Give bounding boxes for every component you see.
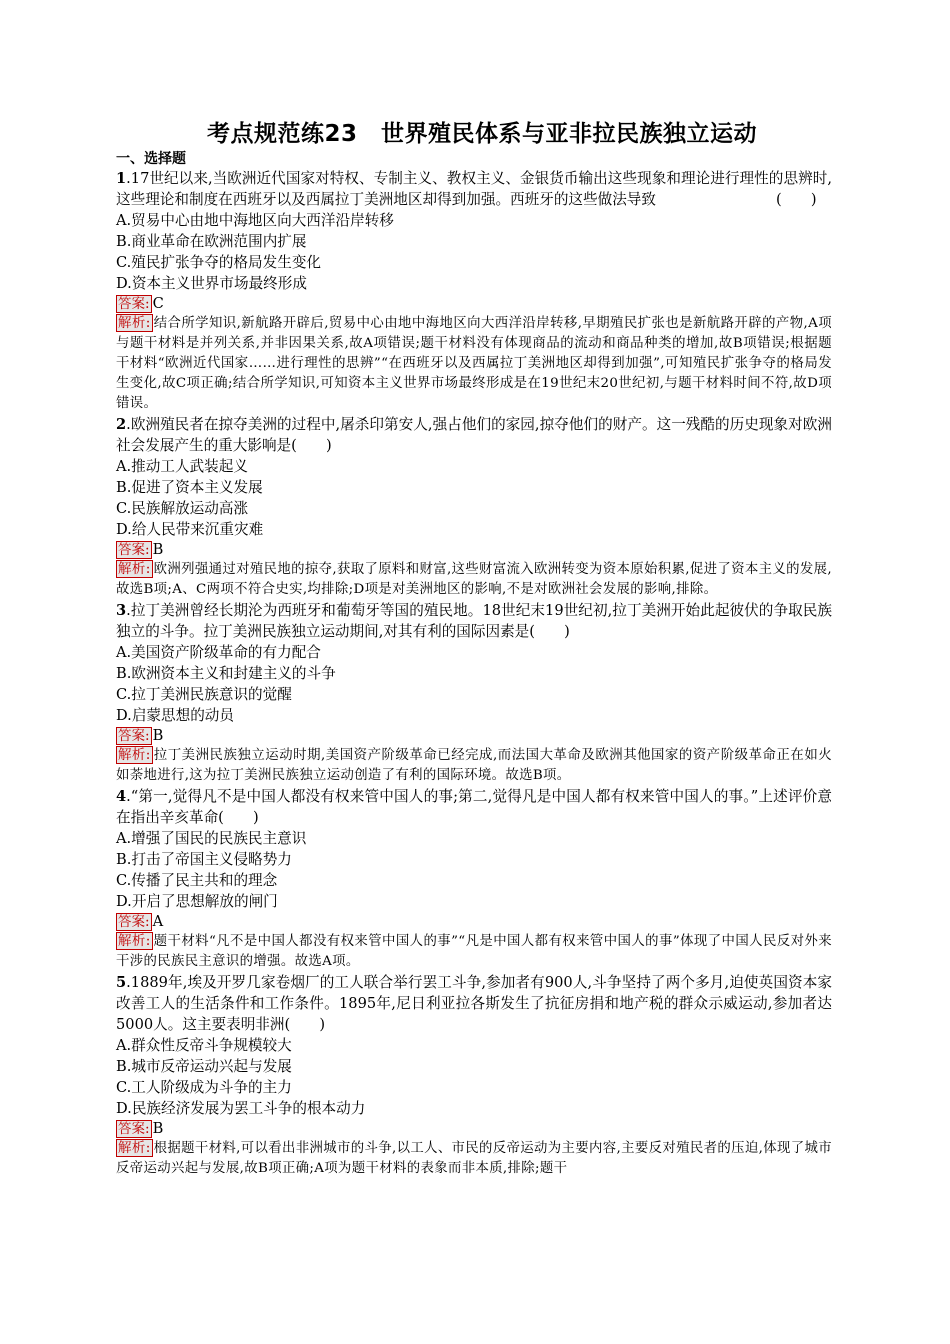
question-text: .拉丁美洲曾经长期沦为西班牙和葡萄牙等国的殖民地。18世纪末19世纪初,拉丁美洲开始此起彼伏的争取民族独立的斗争。拉丁美洲民族独立运动期间,对其有利的国际因素是 (116, 602, 833, 640)
answer-line (116, 540, 832, 560)
option-a: A.增强了国民的民族民主意识 (116, 830, 307, 847)
answer-blank: ( ) (775, 191, 817, 208)
answer-tag: 答案: (118, 914, 150, 930)
explanation (116, 746, 832, 786)
question-stem (116, 414, 832, 456)
question-block (116, 168, 832, 414)
explanation-text: 结合所学知识,新航路开辟后,贸易中心由地中海地区向大西洋沿岸转移,早期殖民扩张也是新航路开辟的产物,A项与题干材料是并列关系,并非因果关系,故A项错误;题干材料没有体现商品的流动和商品种类的增加,故B项错误;根据题干材料“欧洲近代国家……进行理性的思辨”“在西班牙以及西属拉丁美洲地区却得到加强”,可知殖民扩张争夺的格局发生变化,故C项正确;结合所学知识,可知资本主义世界市场最终形成是在19世纪末20世纪初,与题干材料时间不符,故D项错误。 (116, 316, 832, 411)
answer-line (116, 912, 832, 932)
answer-value: B (152, 727, 164, 744)
answer-tag: 答案: (118, 542, 150, 558)
answer-tag: 答案: (118, 1121, 150, 1137)
question-number: 3 (116, 602, 127, 619)
option-b: B.促进了资本主义发展 (116, 479, 263, 496)
answer-value: B (152, 541, 164, 558)
question-number: 4 (116, 788, 127, 805)
question-stem (116, 168, 832, 210)
option-d: D.资本主义世界市场最终形成 (116, 275, 307, 292)
option-c: C.殖民扩张争夺的格局发生变化 (116, 254, 322, 271)
option-d: D.开启了思想解放的闸门 (116, 893, 278, 910)
answer-blank: ( ) (529, 623, 570, 640)
option-d: D.给人民带来沉重灾难 (116, 521, 264, 538)
explanation-text: 题干材料“凡不是中国人都没有权来管中国人的事”“凡是中国人都有权来管中国人的事”体现了中国人民反对外来干涉的民族民主意识的增强。故选A项。 (116, 934, 832, 969)
question-text: .17世纪以来,当欧洲近代国家对特权、专制主义、教权主义、金银货币输出这些现象和理论进行理性的思辨时,这些理论和制度在西班牙以及西属拉丁美洲地区却得到加强。西班牙的这些做法导致 (116, 170, 832, 208)
question-block (116, 786, 832, 972)
question-stem (116, 972, 832, 1035)
question-text: .欧洲殖民者在掠夺美洲的过程中,屠杀印第安人,强占他们的家园,掠夺他们的财产。这一残酷的历史现象对欧洲社会发展产生的重大影响是 (116, 416, 832, 454)
option-c: C.传播了民主共和的理念 (116, 872, 278, 889)
answer-blank: ( ) (291, 437, 332, 454)
option-a: A.推动工人武装起义 (116, 458, 248, 475)
explanation-tag: 解析: (118, 747, 151, 763)
answer-value: B (152, 1120, 164, 1137)
answer-value: A (152, 913, 164, 930)
option-a: A.群众性反帝斗争规模较大 (116, 1037, 292, 1054)
question-block (116, 600, 832, 786)
question-text: .1889年,埃及开罗几家卷烟厂的工人联合举行罢工斗争,参加者有900人,斗争坚持了两个多月,迫使英国资本家改善工人的生活条件和工作条件。1895年,尼日利亚拉各斯发生了抗征房捐和地产税的群众示威运动,参加者达5000人。这主要表明非洲 (116, 974, 832, 1033)
explanation-tag: 解析: (118, 1140, 151, 1156)
explanation-text: 根据题干材料,可以看出非洲城市的斗争,以工人、市民的反帝运动为主要内容,主要反对殖民者的压迫,体现了城市反帝运动兴起与发展,故B项正确;A项为题干材料的表象而非本质,排除;题干 (116, 1141, 832, 1176)
question-number: 2 (116, 416, 127, 433)
question-number: 5 (116, 974, 127, 991)
section-heading: 一、选择题 (116, 151, 186, 167)
answer-line (116, 726, 832, 746)
option-c: C.拉丁美洲民族意识的觉醒 (116, 686, 292, 703)
explanation (116, 1139, 832, 1179)
answer-tag: 答案: (118, 296, 150, 312)
question-block (116, 414, 832, 600)
explanation-tag: 解析: (118, 933, 151, 949)
option-b: B.打击了帝国主义侵略势力 (116, 851, 292, 868)
explanation-tag: 解析: (118, 315, 151, 331)
option-a: A.贸易中心由地中海地区向大西洋沿岸转移 (116, 212, 394, 229)
explanation (116, 314, 832, 414)
question-stem (116, 786, 832, 828)
question-text: .“第一,觉得凡不是中国人都没有权来管中国人的事;第二,觉得凡是中国人都有权来管中国人的事。”上述评价意在指出辛亥革命 (116, 788, 832, 826)
explanation-text: 欧洲列强通过对殖民地的掠夺,获取了原料和财富,这些财富流入欧洲转变为资本原始积累,促进了资本主义的发展,故选B项;A、C两项不符合史实,均排除;D项是对美洲地区的影响,不是对欧洲社会发展的影响,排除。 (116, 562, 832, 597)
answer-value: C (152, 295, 164, 312)
option-b: B.城市反帝运动兴起与发展 (116, 1058, 292, 1075)
option-d: D.民族经济发展为罢工斗争的根本动力 (116, 1100, 366, 1117)
question-block (116, 972, 832, 1179)
explanation-tag: 解析: (118, 561, 151, 577)
document-page (116, 118, 832, 1179)
option-d: D.启蒙思想的动员 (116, 707, 234, 724)
option-c: C.工人阶级成为斗争的主力 (116, 1079, 292, 1096)
answer-line (116, 294, 832, 314)
answer-tag: 答案: (118, 728, 150, 744)
answer-blank: ( ) (218, 809, 259, 826)
question-number: 1 (116, 170, 127, 187)
question-stem (116, 600, 832, 642)
answer-blank: ( ) (284, 1016, 326, 1033)
option-a: A.美国资产阶级革命的有力配合 (116, 644, 321, 661)
explanation (116, 932, 832, 972)
option-c: C.民族解放运动高涨 (116, 500, 249, 517)
answer-line (116, 1119, 832, 1139)
explanation (116, 560, 832, 600)
explanation-text: 拉丁美洲民族独立运动时期,美国资产阶级革命已经完成,而法国大革命及欧洲其他国家的资产阶级革命正在如火如荼地进行,这为拉丁美洲民族独立运动创造了有利的国际环境。故选B项。 (116, 748, 832, 783)
option-b: B.商业革命在欧洲范围内扩展 (116, 233, 307, 250)
option-b: B.欧洲资本主义和封建主义的斗争 (116, 665, 336, 682)
page-title: 考点规范练23 世界殖民体系与亚非拉民族独立运动 (206, 121, 757, 147)
